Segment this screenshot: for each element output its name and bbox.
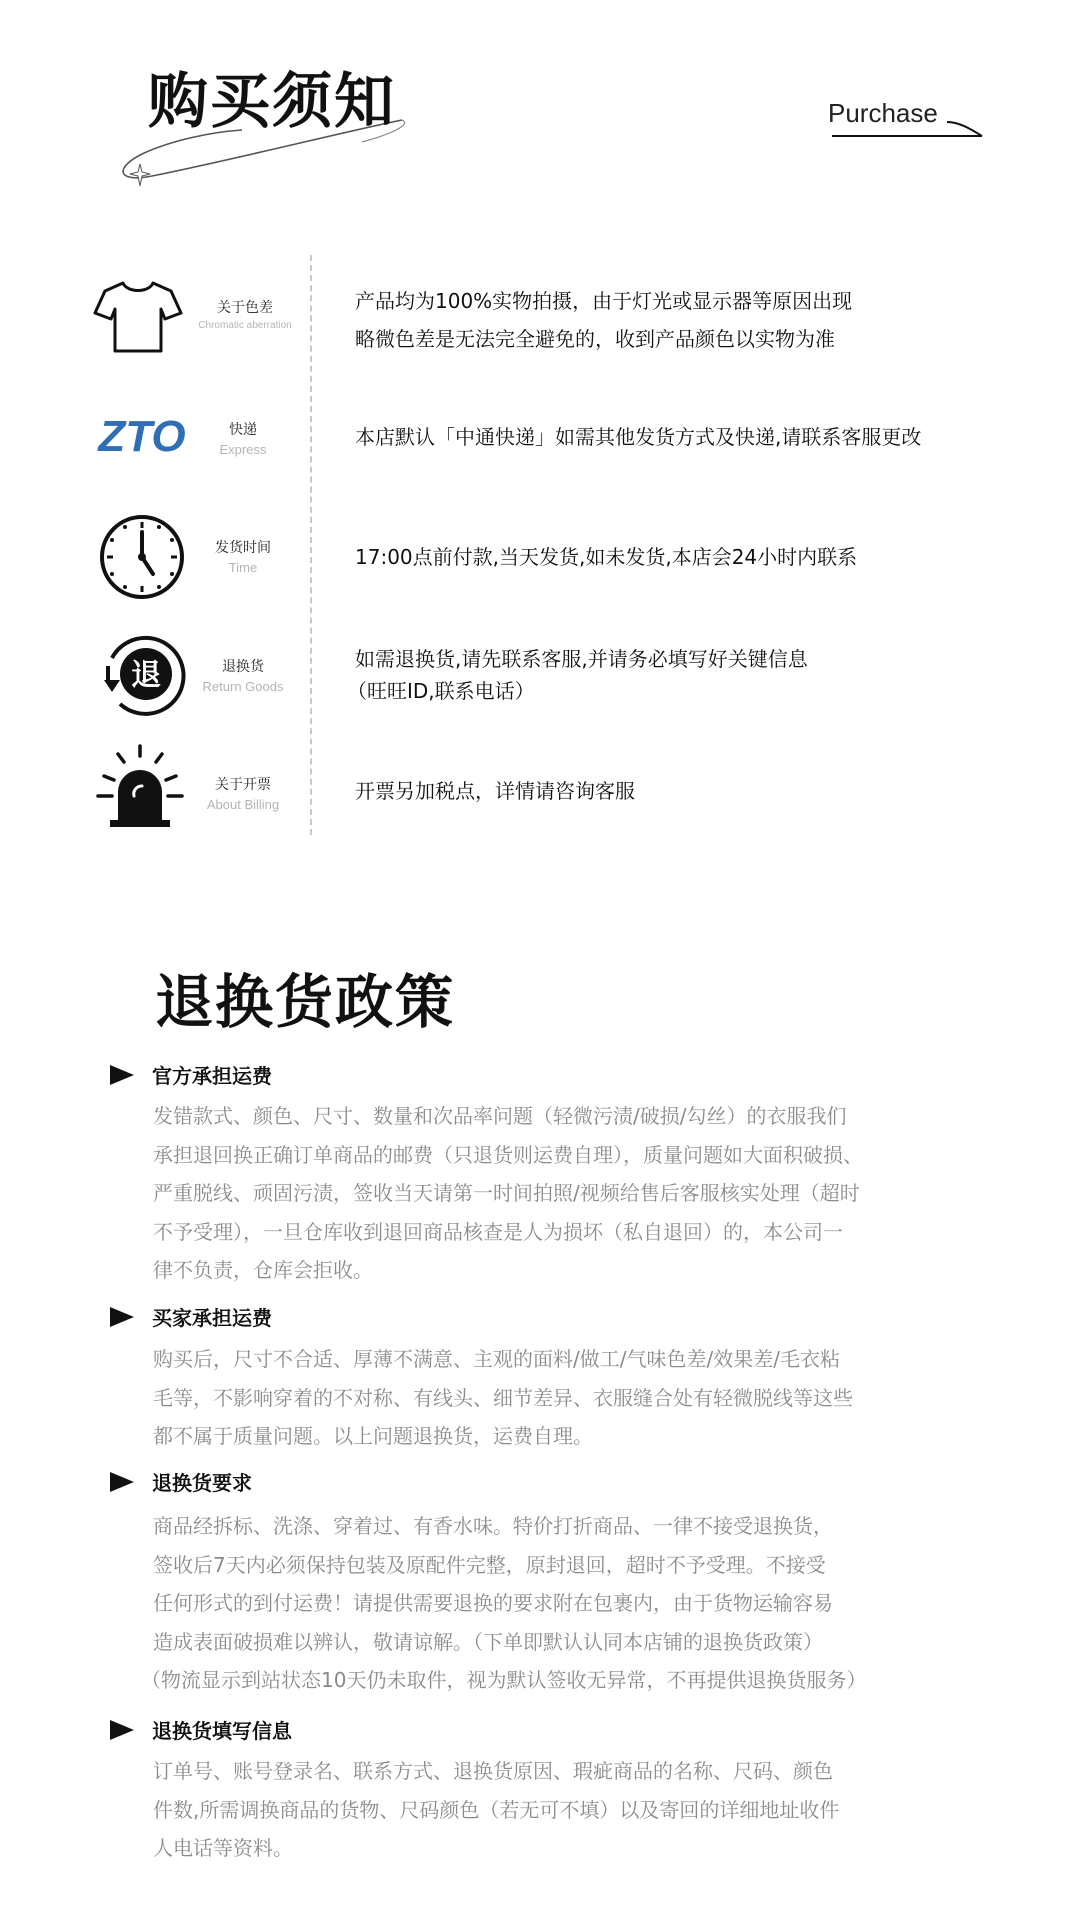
policy-line: 人电话等资料。 [153,1836,293,1860]
policy-line: 严重脱线、顽固污渍，签收当天请第一时间拍照/视频给售后客服核实处理（超时 [153,1181,860,1205]
policy-line: 商品经拆标、洗涤、穿着过、有香水味。特价打折商品、一律不接受退换货， [153,1514,833,1538]
notice-label-color [180,297,310,331]
notice-text-express [355,418,921,456]
policy-line: 任何形式的到付运费！请提供需要退换的要求附在包裹内，由于货物运输容易 [153,1591,833,1615]
policy-line: 承担退回换正确订单商品的邮费（只退货则运费自理），质量问题如大面积破损、 [153,1142,863,1167]
notice-label-cn: 退换货 [222,659,264,675]
notice-label-time [178,537,308,575]
policy-heading-text: 官方承担运费 [152,1064,272,1088]
policy-section-body [153,1097,943,1290]
subtitle-underline-decoration [832,112,992,142]
policy-section-heading [110,1060,272,1089]
notice-line: 17:00点前付款,当天发货,如未发货,本店会24小时内联系 [355,545,858,569]
notice-line: （旺旺ID,联系电话） [347,679,535,703]
notice-text-color [355,282,852,358]
policy-line: 购买后，尺寸不合适、厚薄不满意、主观的面料/做工/气味色差/效果差/毛衣粘 [153,1347,840,1371]
notice-label-cn: 发货时间 [215,540,271,556]
notice-label-en: Return Goods [202,679,284,694]
notice-label-en: About Billing [206,797,280,812]
policy-line: 律不负责，仓库会拒收。 [153,1258,373,1282]
return-goods-char: 退 [131,658,161,693]
notice-divider [310,255,312,835]
policy-line: 订单号、账号登录名、联系方式、退换货原因、瑕疵商品的名称、尺码、颜色 [153,1759,833,1783]
notice-label-en: Chromatic aberration [198,320,292,331]
notice-line: 略微色差是无法完全避免的，收到产品颜色以实物为准 [355,327,835,351]
policy-heading-text: 退换货填写信息 [152,1719,292,1743]
policy-section-body [141,1507,943,1700]
notice-text-return [347,643,808,707]
policy-heading-text: 退换货要求 [152,1471,252,1495]
triangle-bullet-icon [110,1472,134,1492]
notice-text-billing [355,772,635,810]
policy-line: 都不属于质量问题。以上问题退换货，运费自理。 [153,1424,593,1448]
policy-line: 毛等，不影响穿着的不对称、有线头、细节差异、衣服缝合处有轻微脱线等这些 [153,1385,853,1410]
policy-line: 发错款式、颜色、尺寸、数量和次品率问题（轻微污渍/破损/勾丝）的衣服我们 [153,1104,847,1128]
policy-line: 件数,所需调换商品的货物、尺码颜色（若无可不填）以及寄回的详细地址收件 [153,1797,840,1822]
notice-line: 开票另加税点，详情请咨询客服 [355,779,635,803]
triangle-bullet-icon [110,1720,134,1740]
triangle-bullet-icon [110,1307,134,1327]
policy-title: 退换货政策 [155,968,456,1036]
page-title: 购买须知 [148,67,396,137]
notice-line: 产品均为100%实物拍摄，由于灯光或显示器等原因出现 [355,289,853,313]
notice-line: 本店默认「中通快递」如需其他发货方式及快递,请联系客服更改 [355,425,922,449]
notice-label-express [178,419,308,457]
notice-text-time [355,538,857,576]
policy-line: 签收后7天内必须保持包装及原配件完整，原封退回，超时不予受理。不接受 [153,1552,826,1577]
policy-section-body [153,1340,943,1456]
policy-section-body [153,1752,943,1868]
notice-label-return [178,656,308,694]
triangle-bullet-icon [110,1065,134,1085]
notice-label-en: Time [228,560,258,575]
policy-section-heading [110,1467,252,1496]
policy-line: （物流显示到站状态10天仍未取件，视为默认签收无异常，不再提供退换货服务） [141,1668,867,1692]
zto-logo-text: ZTO [98,412,186,461]
notice-label-billing [178,774,308,812]
policy-line: 不予受理），一旦仓库收到退回商品核查是人为损坏（私自退回）的，本公司一 [153,1219,843,1244]
notice-label-en: Express [219,442,267,457]
notice-label-cn: 快递 [229,422,257,438]
notice-label-cn: 关于开票 [215,777,271,793]
policy-line: 造成表面破损难以辨认，敬请谅解。（下单即默认认同本店铺的退换货政策） [153,1629,823,1654]
notice-label-cn: 关于色差 [217,300,273,316]
policy-section-heading [110,1715,292,1744]
page-subtitle: Purchase [828,98,938,128]
policy-section-heading [110,1302,272,1331]
notice-line: 如需退换货,请先联系客服,并请务必填写好关键信息 [355,647,808,671]
policy-heading-text: 买家承担运费 [152,1306,272,1330]
